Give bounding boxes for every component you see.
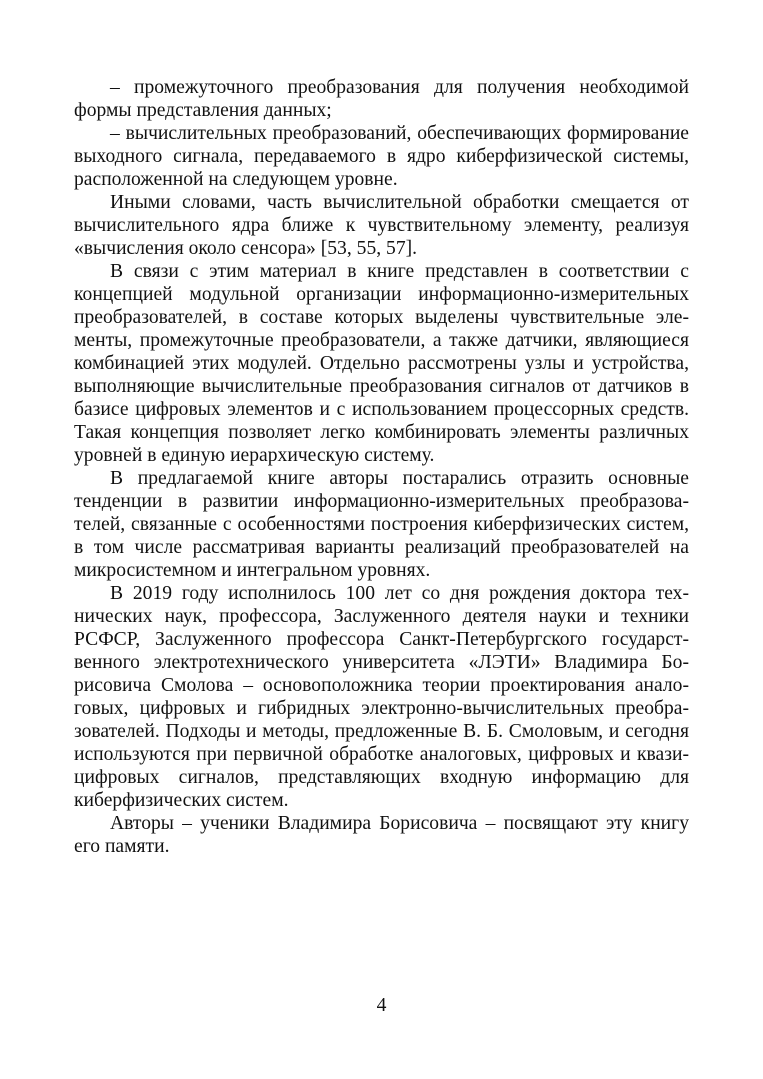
paragraph: Авторы – ученики Владимира Борисовича – посвящают эту книгу его памяти.: [74, 813, 689, 857]
paragraph: Иными словами, часть вычислительной обработки смещается от вычислительного ядра ближе к чувствительному элементу, реализуя «вычисления около сенсора» [53, 55, 57].: [74, 192, 689, 259]
paragraph: В 2019 году исполнилось 100 лет со дня рождения доктора технических наук, профессора, Заслуженного деятеля науки и техники РСФСР, Заслуженного профессора Санкт-Петербургского государственного электротехнического университета «ЛЭТИ» Владимира Борисовича Смолова – основоположника теории проектирования аналоговых, цифровых и гибридных электронно-вычислительных преобразователей. Подходы и методы, предложенные В. Б. Смоловым, и сегодня используются при первичной обработке аналоговых, цифровых и квази-цифровых сигналов, представляющих входную информацию для киберфизических систем.: [74, 583, 689, 811]
paragraph: В предлагаемой книге авторы постарались отразить основные тенденции в развитии информационно-измерительных преобразователей, связанные с особенностями построения киберфизических систем, в том числе рассматривая варианты реализаций преобразователей на микросистемном и интегральном уровнях.: [74, 468, 689, 581]
paragraph: – промежуточного преобразования для получения необходимой формы представления данных;: [74, 77, 689, 121]
paragraph: – вычислительных преобразований, обеспечивающих формирование выходного сигнала, передаваемого в ядро киберфизической системы, расположенной на следующем уровне.: [74, 123, 689, 190]
paragraph: В связи с этим материал в книге представлен в соответствии с концепцией модульной организации информационно-измерительных преобразователей, в составе которых выделены чувствительные элементы, промежуточные преобразователи, а также датчики, являющиеся комбинацией этих модулей. Отдельно рассмотрены узлы и устройства, выполняющие вычислительные преобразования сигналов от датчиков в базисе цифровых элементов и с использованием процессорных средств. Такая концепция позволяет легко комбинировать элементы различных уровней в единую иерархическую систему.: [74, 261, 689, 466]
page-number: 4: [376, 995, 387, 1016]
body-text: [74, 76, 689, 858]
